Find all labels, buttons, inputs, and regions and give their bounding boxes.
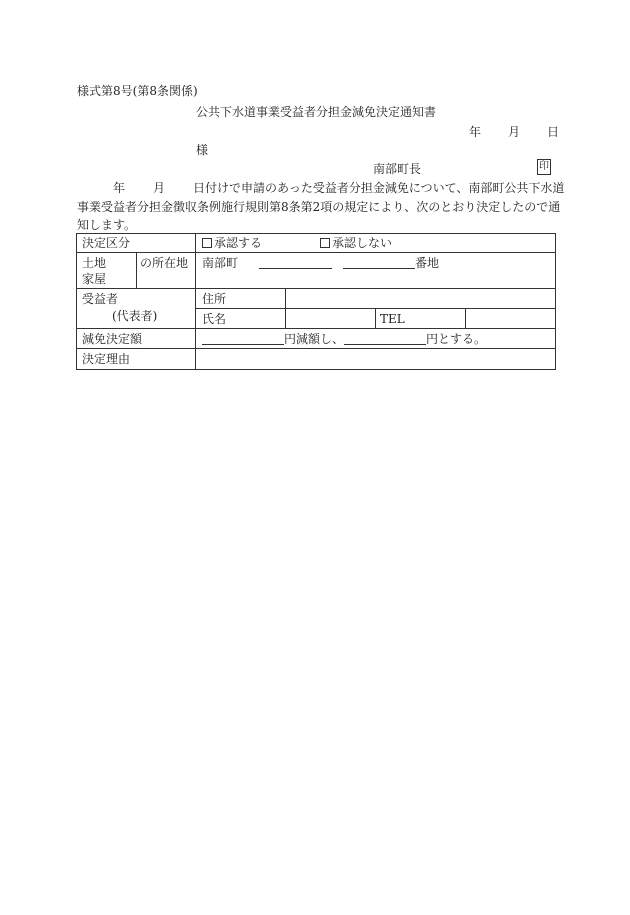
address-label: 住所	[202, 292, 227, 306]
reduction-text: 円減額し、	[284, 332, 345, 346]
date-year: 年	[469, 125, 482, 139]
body-line-1	[77, 179, 565, 198]
amount-label: 減免決定額	[82, 332, 143, 346]
form-number: 様式第8号(第8条関係)	[77, 84, 198, 98]
house-label: 家屋	[82, 272, 107, 286]
decision-table	[76, 233, 556, 370]
body-line-2: 事業受益者分担金徴収条例施行規則第8条第2項の規定により、次のとおり決定したので通	[77, 199, 561, 214]
location-field-1[interactable]	[259, 268, 332, 269]
body-paragraph	[77, 179, 565, 235]
approve-checkbox[interactable]	[202, 238, 212, 248]
body-line-1-text: 日付けで申請のあった受益者分担金減免について、南部町公共下水道	[193, 181, 565, 195]
issuer-name: 南部町長	[373, 162, 422, 176]
body-month: 月	[153, 181, 166, 195]
reason-label: 決定理由	[82, 352, 131, 366]
tel-label: TEL	[380, 312, 405, 326]
reject-label: 承認しない	[332, 236, 393, 250]
location-label: の所在地	[140, 256, 189, 270]
location-field-2[interactable]	[343, 268, 415, 269]
issue-date	[469, 125, 559, 139]
date-day: 日	[547, 125, 560, 139]
approve-option[interactable]	[202, 236, 262, 250]
body-line-3: 知します。	[77, 218, 137, 232]
seal-mark: 印	[537, 159, 551, 175]
approve-label: 承認する	[214, 236, 263, 250]
beneficiary-label: 受益者	[82, 292, 119, 306]
document-title: 公共下水道事業受益者分担金減免決定通知書	[196, 105, 437, 119]
reduction-amount-field[interactable]	[202, 344, 284, 345]
final-amount-text: 円とする。	[426, 332, 487, 346]
banchi-label: 番地	[415, 256, 440, 270]
land-label: 土地	[82, 256, 107, 270]
date-month: 月	[508, 125, 521, 139]
representative-label: (代表者)	[112, 309, 158, 323]
town-label: 南部町	[202, 256, 239, 270]
final-amount-field[interactable]	[344, 344, 426, 345]
addressee-suffix: 様	[196, 143, 209, 157]
reject-checkbox[interactable]	[320, 238, 330, 248]
name-label: 氏名	[202, 312, 227, 326]
decision-label: 決定区分	[82, 236, 131, 250]
body-year: 年	[113, 181, 126, 195]
reject-option[interactable]	[320, 236, 392, 250]
